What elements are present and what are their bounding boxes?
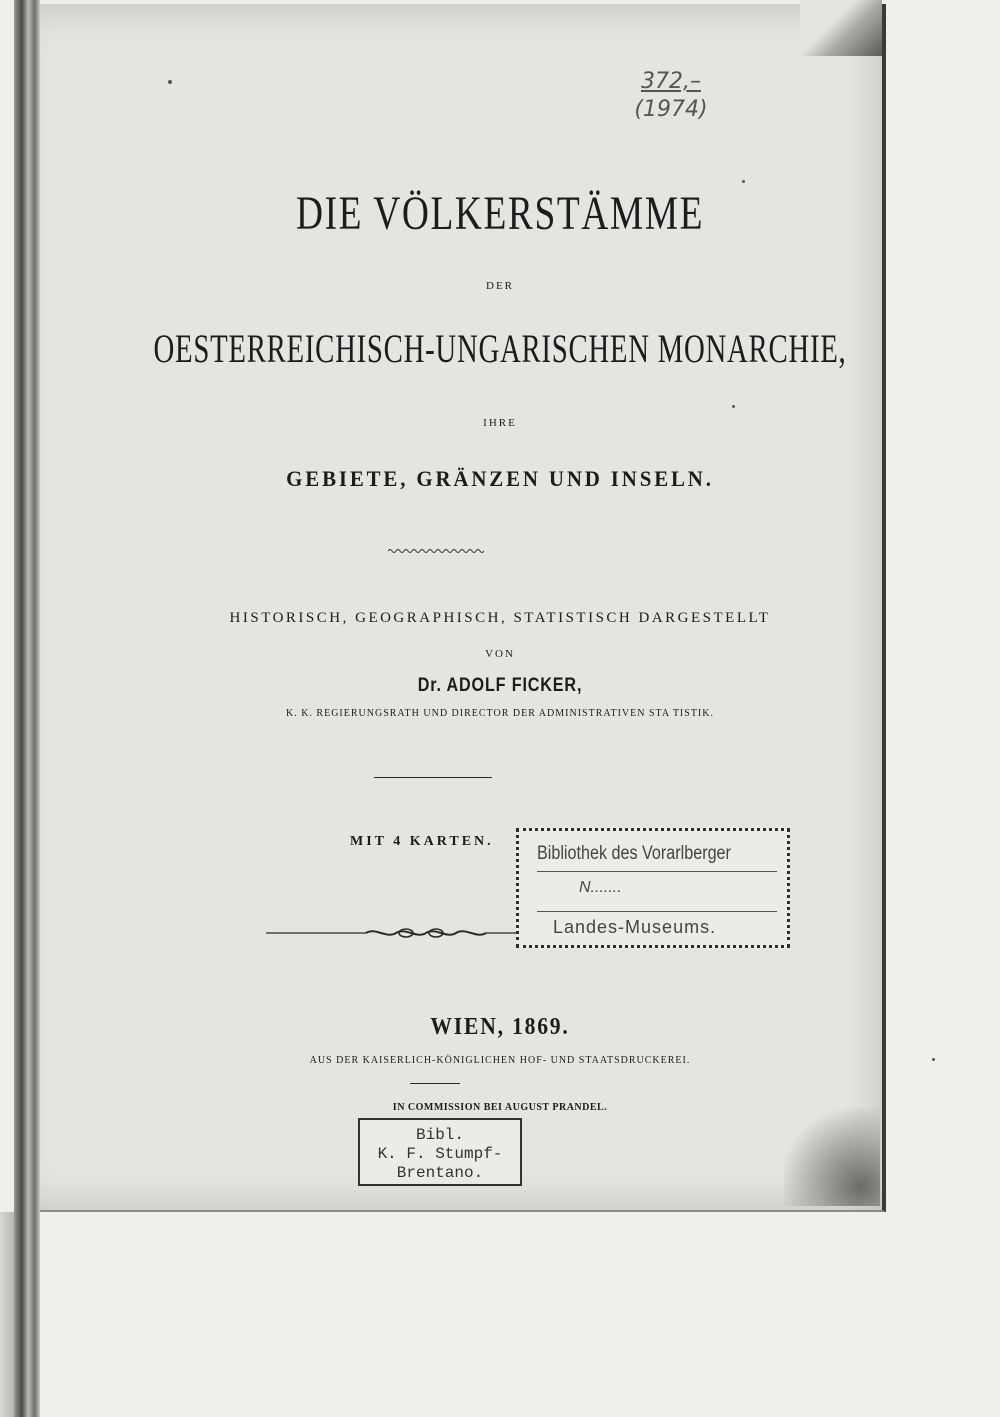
folded-corner-top (800, 0, 882, 56)
commission-line: IN COMMISSION BEI AUGUST PRANDEL. (392, 1102, 608, 1113)
ornament-divider (266, 924, 516, 942)
stamp-rule (537, 911, 777, 912)
place-and-year: WIEN, 1869. (430, 1014, 570, 1040)
library-stamp-number: N....... (579, 879, 622, 896)
owner-stamp-line3: Brentano. (396, 1164, 484, 1182)
connector-von: VON (485, 648, 515, 660)
pencil-shelfmark (616, 68, 726, 124)
author-position: K. K. REGIERUNGSRATH UND DIRECTOR DER ADMINISTRATIVEN STA TISTIK. (285, 708, 714, 719)
connector-der: DER (486, 280, 514, 292)
printer-line: AUS DER KAISERLICH-KÖNIGLICHEN HOF- UND STAATSDRUCKEREI. (309, 1055, 691, 1066)
book-subject: OESTERREICHISCH-UNGARISCHEN MONARCHIE, (153, 326, 847, 371)
owner-stamp-line1: Bibl. (415, 1126, 464, 1144)
stamp-rule (537, 871, 777, 872)
spine-shadow (0, 1212, 14, 1417)
dust-speck (732, 405, 735, 408)
divider-rule (374, 777, 492, 778)
owner-stamp (358, 1118, 522, 1186)
worn-corner-bottom (784, 1108, 880, 1206)
author-name: Dr. ADOLF FICKER, (417, 675, 583, 696)
book-title: DIE VÖLKERSTÄMME (295, 187, 705, 240)
pencil-price: 372,– (641, 69, 701, 94)
description-line: HISTORISCH, GEOGRAPHISCH, STATISTISCH DARGESTELLT (229, 610, 771, 626)
book-subtitle: GEBIETE, GRÄNZEN UND INSELN. (286, 466, 714, 491)
maps-note: MIT 4 KARTEN. (350, 834, 494, 849)
library-stamp-line3: Landes-Museums. (553, 917, 717, 937)
library-stamp (516, 828, 790, 948)
owner-stamp-line2: K. F. Stumpf- (377, 1145, 503, 1163)
library-stamp-line1: Bibliothek des Vorarlberger (537, 843, 731, 864)
divider-rule-short (410, 1083, 460, 1084)
dust-speck (168, 80, 172, 84)
dust-speck (742, 180, 745, 183)
wavy-divider (388, 548, 486, 554)
dust-speck (932, 1058, 935, 1061)
pencil-year: (1974) (634, 97, 708, 122)
connector-ihre: IHRE (483, 417, 517, 429)
